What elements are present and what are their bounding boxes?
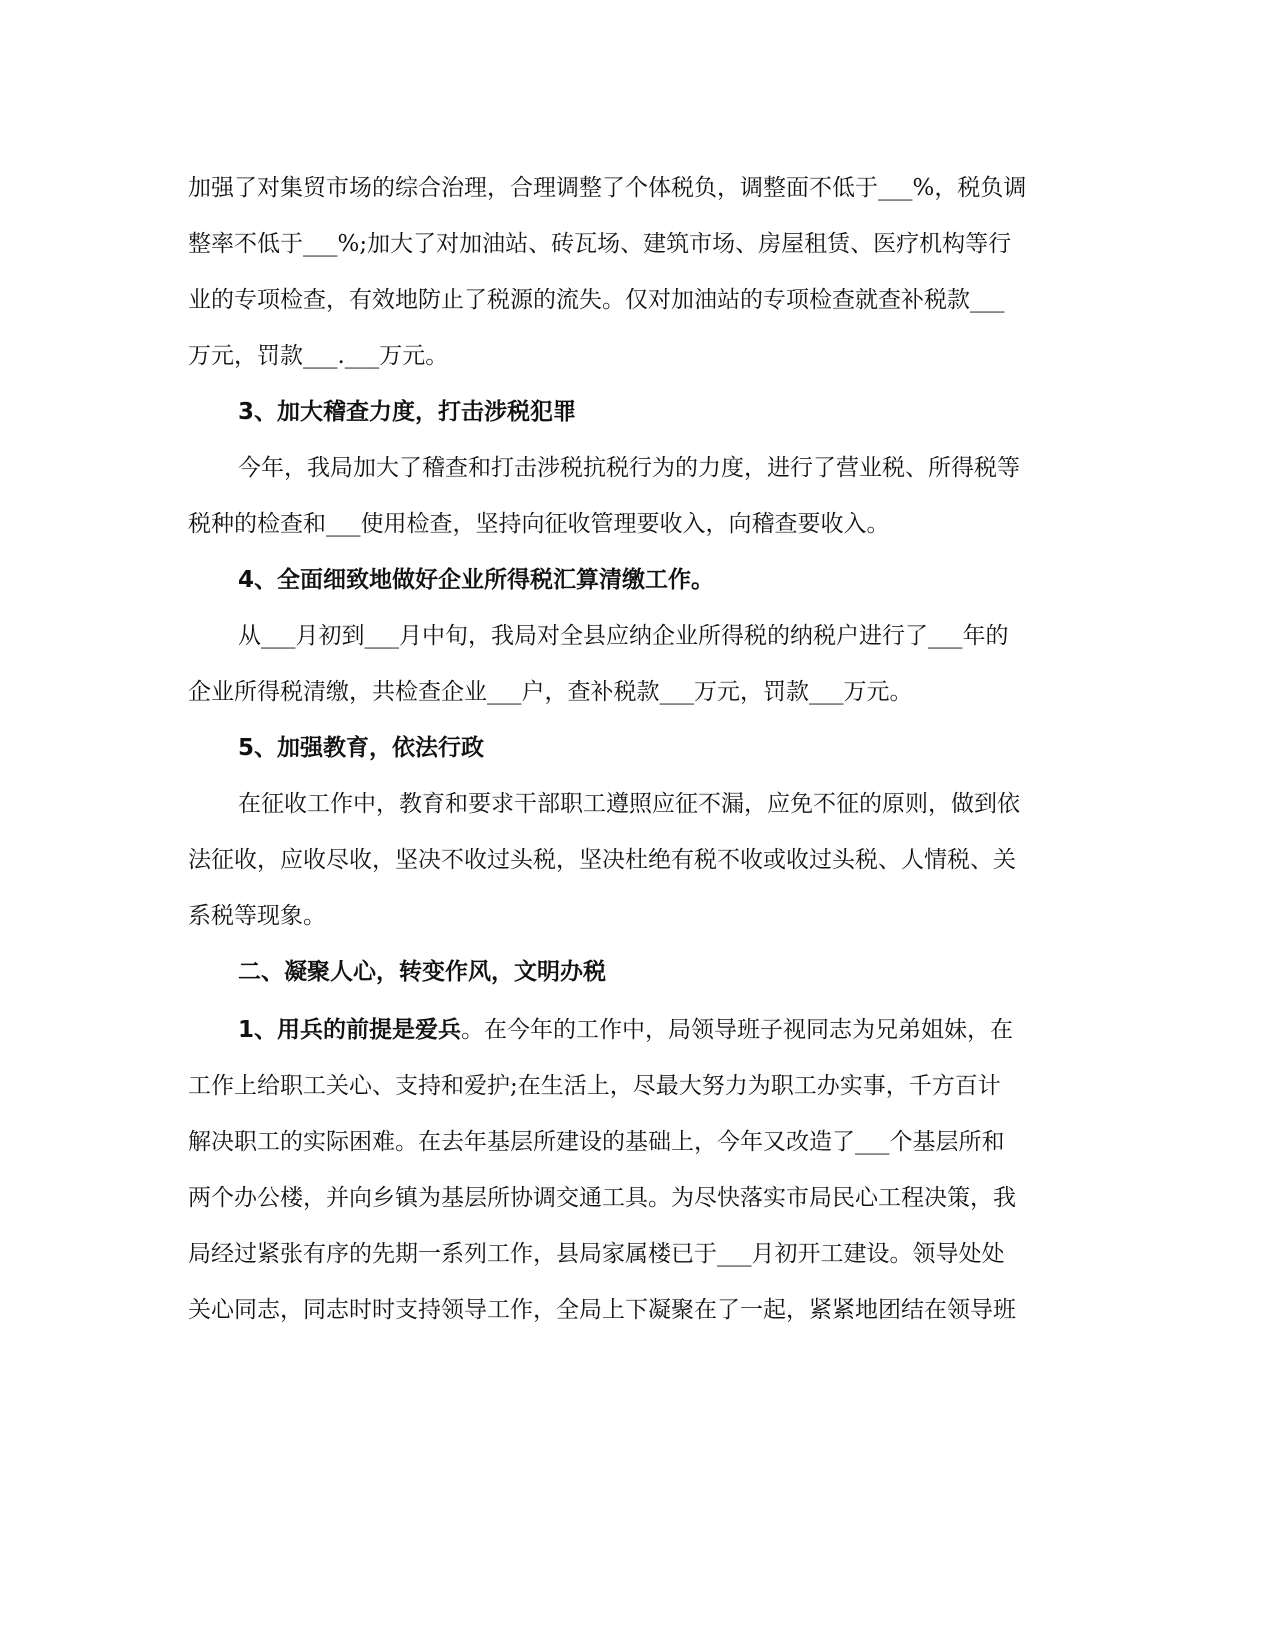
lead-continuation: 。在今年的工作中，局领导班子视同志为兄弟姐妹，在 xyxy=(461,1017,1014,1043)
paragraph-line: 局经过紧张有序的先期一系列工作，县局家属楼已于___月初开工建设。领导处处 xyxy=(188,1241,1005,1267)
lead-phrase: 1、用兵的前提是爱兵 xyxy=(238,1017,462,1043)
paragraph-line: 在征收工作中，教育和要求干部职工遵照应征不漏，应免不征的原则，做到依 xyxy=(238,791,1020,817)
paragraph-line: 整率不低于___%;加大了对加油站、砖瓦场、建筑市场、房屋租赁、医疗机构等行 xyxy=(188,231,1012,257)
heading-5: 5、加强教育，依法行政 xyxy=(238,735,485,761)
paragraph-line: 法征收，应收尽收，坚决不收过头税，坚决杜绝有税不收或收过头税、人情税、关 xyxy=(188,847,1016,873)
paragraph-line: 解决职工的实际困难。在去年基层所建设的基础上，今年又改造了___个基层所和 xyxy=(188,1129,1005,1155)
paragraph-line: 万元，罚款___.___万元。 xyxy=(188,343,449,369)
paragraph-line: 税种的检查和___使用检查，坚持向征收管理要收入，向稽查要收入。 xyxy=(188,511,890,537)
paragraph-line: 两个办公楼，并向乡镇为基层所协调交通工具。为尽快落实市局民心工程决策，我 xyxy=(188,1185,1016,1211)
section-heading: 二、凝聚人心，转变作风，文明办税 xyxy=(238,959,606,985)
paragraph-line xyxy=(238,1015,1138,1045)
paragraph-line: 从___月初到___月中旬，我局对全县应纳企业所得税的纳税户进行了___年的 xyxy=(238,623,1009,649)
heading-3: 3、加大稽查力度，打击涉税犯罪 xyxy=(238,399,577,425)
paragraph-line: 加强了对集贸市场的综合治理，合理调整了个体税负，调整面不低于___%，税负调 xyxy=(188,175,1027,201)
paragraph-line: 业的专项检查，有效地防止了税源的流失。仅对加油站的专项检查就查补税款___ xyxy=(188,287,1005,313)
paragraph-line: 关心同志，同志时时支持领导工作，全局上下凝聚在了一起，紧紧地团结在领导班 xyxy=(188,1297,1016,1323)
paragraph-line: 今年，我局加大了稽查和打击涉税抗税行为的力度，进行了营业税、所得税等 xyxy=(238,455,1020,481)
heading-4: 4、全面细致地做好企业所得税汇算清缴工作。 xyxy=(238,567,715,593)
paragraph-line: 工作上给职工关心、支持和爱护;在生活上，尽最大努力为职工办实事，千方百计 xyxy=(188,1073,1001,1099)
paragraph-line: 企业所得税清缴，共检查企业___户，查补税款___万元，罚款___万元。 xyxy=(188,679,913,705)
paragraph-line: 系税等现象。 xyxy=(188,903,326,929)
